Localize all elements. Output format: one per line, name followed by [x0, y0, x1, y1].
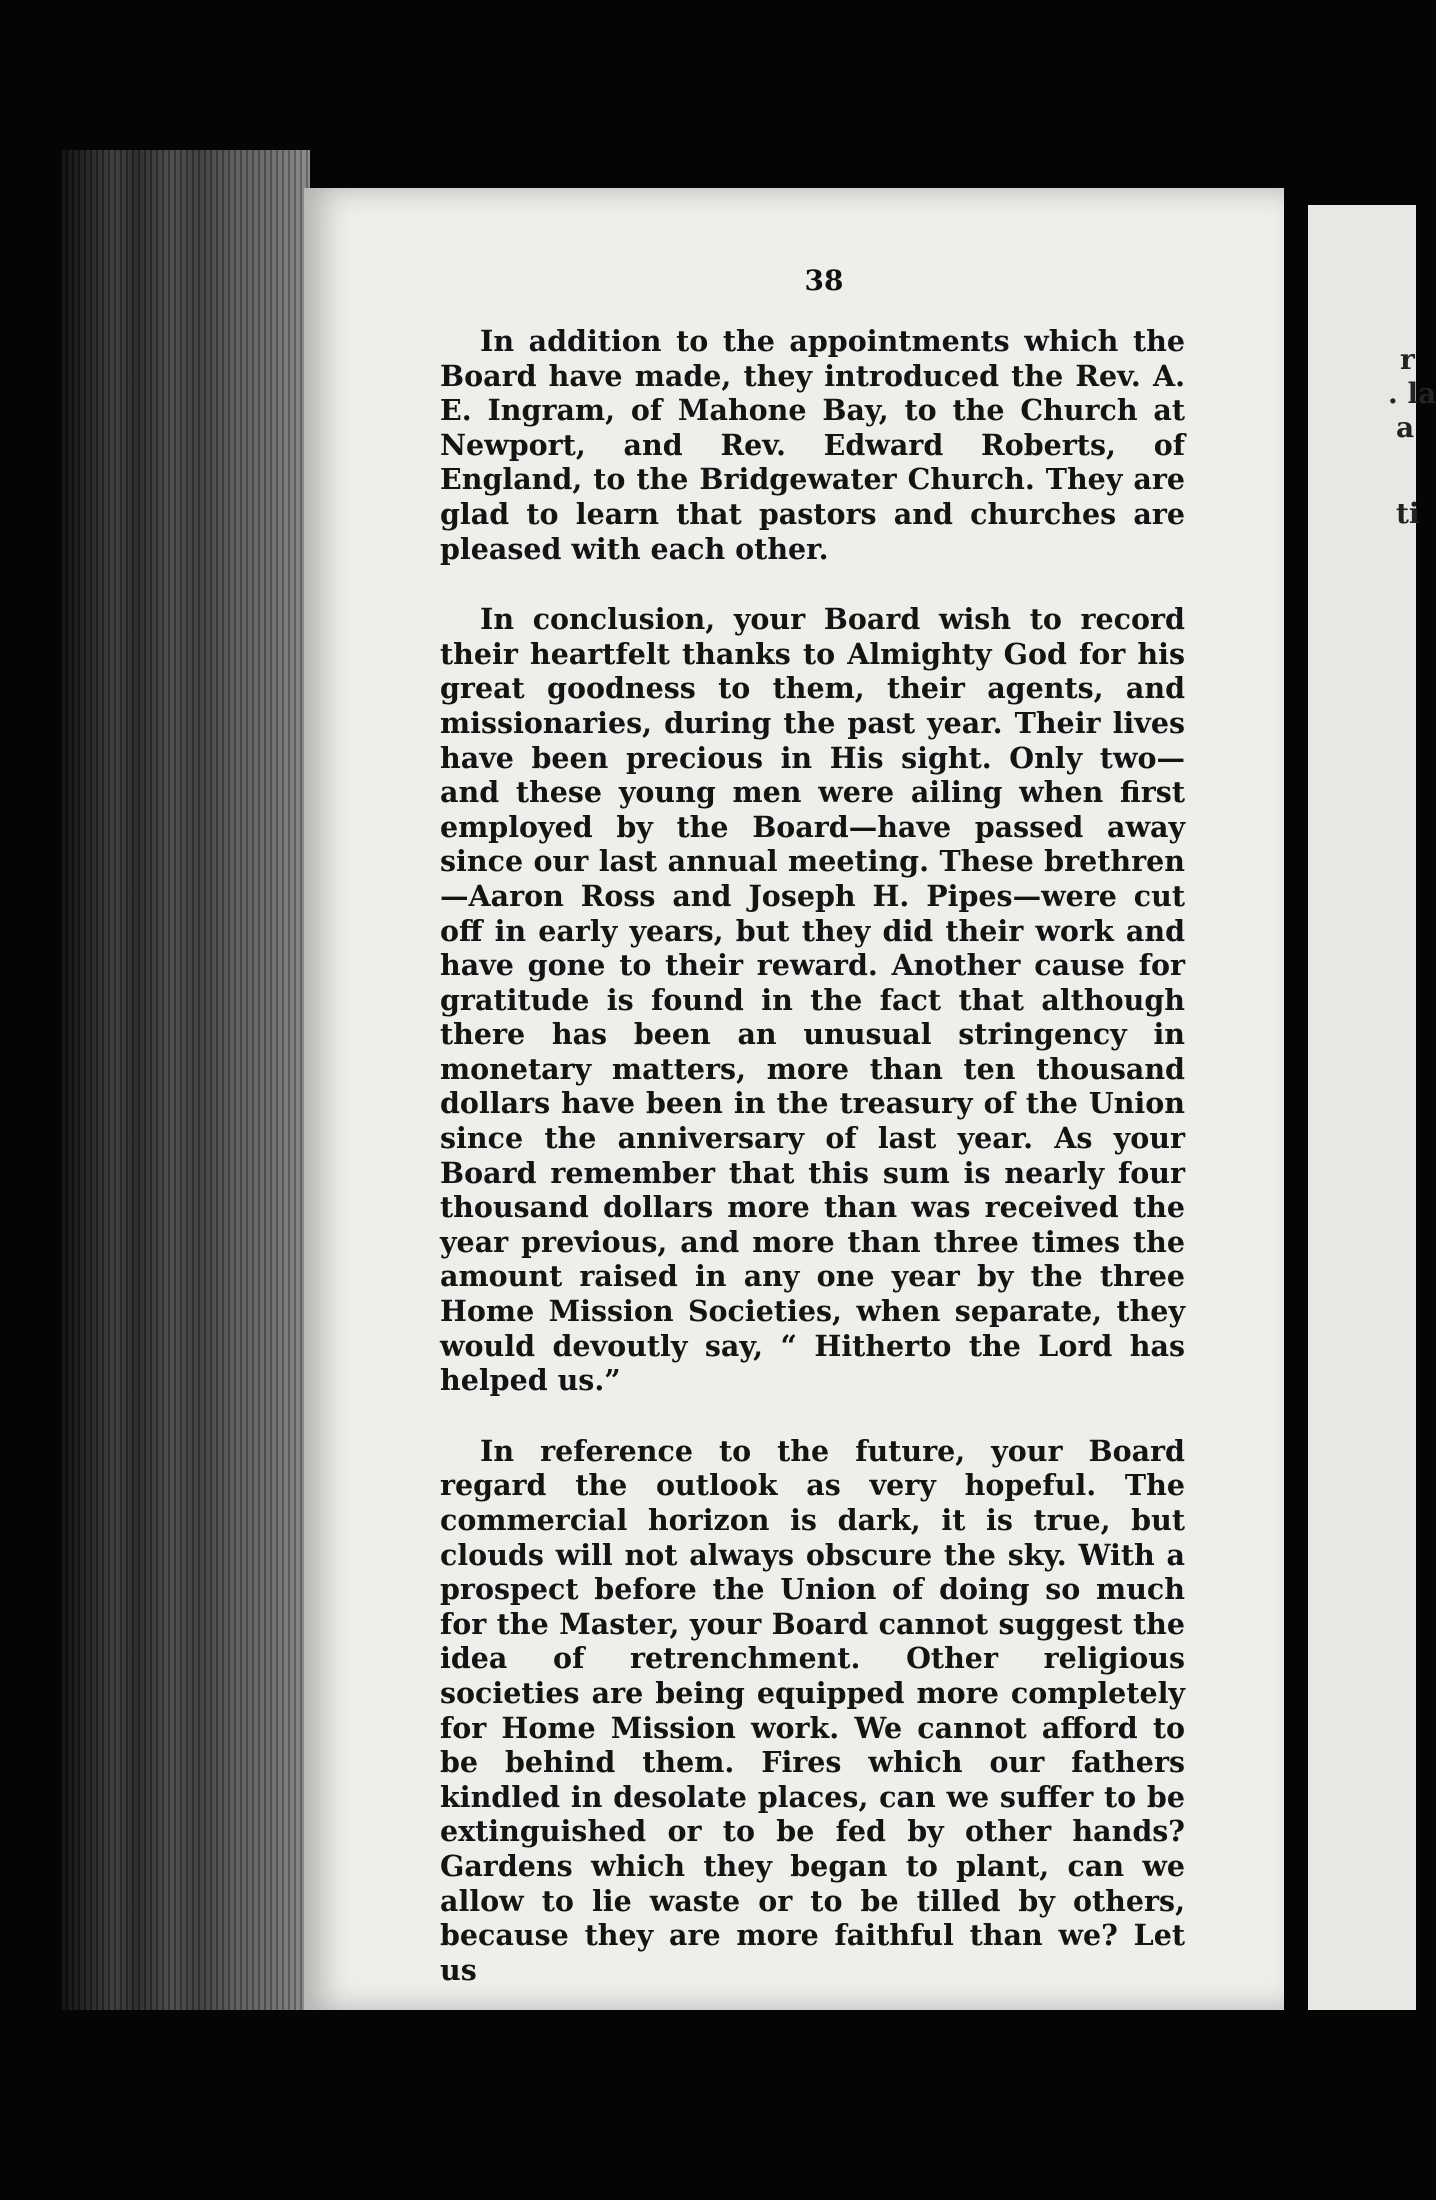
book-page — [304, 188, 1284, 2010]
facing-page-fragment — [1308, 205, 1436, 2010]
facing-text-fragment: r — [1400, 343, 1415, 376]
paragraph-conclusion: In conclusion, your Board wish to record their heartfelt thanks to Almighty God for his great goodness to them, their agents, and missionaries, during the past year. Their lives have been precious in His sight. Only two—and these young men were ailing when first employed by the Board—have passed away since our last annual meeting. These brethren—Aaron Ross and Joseph H. Pipes—were cut off in early years, but they did their work and have gone to their reward. Another cause for gratitude is found in the fact that although there has been an unusual stringency in monetary matters, more than ten thousand dollars have been in the treasury of the Union since the anniversary of last year. As your Board remember that this sum is nearly four thousand dollars more than was received the year previous, and more than three times the amount raised in any one year by the three Home Mission Societies, when separate, they would devoutly say, “ Hitherto the Lord has helped us.” — [440, 602, 1185, 1398]
book-page-edges — [60, 150, 310, 2010]
facing-text-fragment: ti — [1396, 497, 1420, 530]
facing-text-fragment: a — [1396, 411, 1415, 444]
paragraph-future: In reference to the future, your Board regard the outlook as very hopeful. The commercial horizon is dark, it is true, but clouds will not always obscure the sky. With a prospect before the Union of doing so much for the Master, your Board cannot suggest the idea of retrenchment. Other religious societies are being equipped more completely for Home Mission work. We cannot afford to be behind them. Fires which our fathers kindled in desolate places, can we suffer to be extinguished or to be fed by other hands? Gardens which they began to plant, can we allow to lie waste or to be tilled by others, because they are more faithful than we? Let us — [440, 1433, 1185, 1987]
page-body — [440, 324, 1185, 2023]
facing-text-fragment: . la — [1388, 377, 1436, 410]
paragraph-appointments: In addition to the appointments which the Board have made, they introduced the Rev. A. E. Ingram, of Mahone Bay, to the Church at Newport, and Rev. Edward Roberts, of England, to the Bridgewater Church. They are glad to learn that pastors and churches are pleased with each other. — [440, 324, 1185, 566]
page-number: 38 — [804, 264, 844, 297]
